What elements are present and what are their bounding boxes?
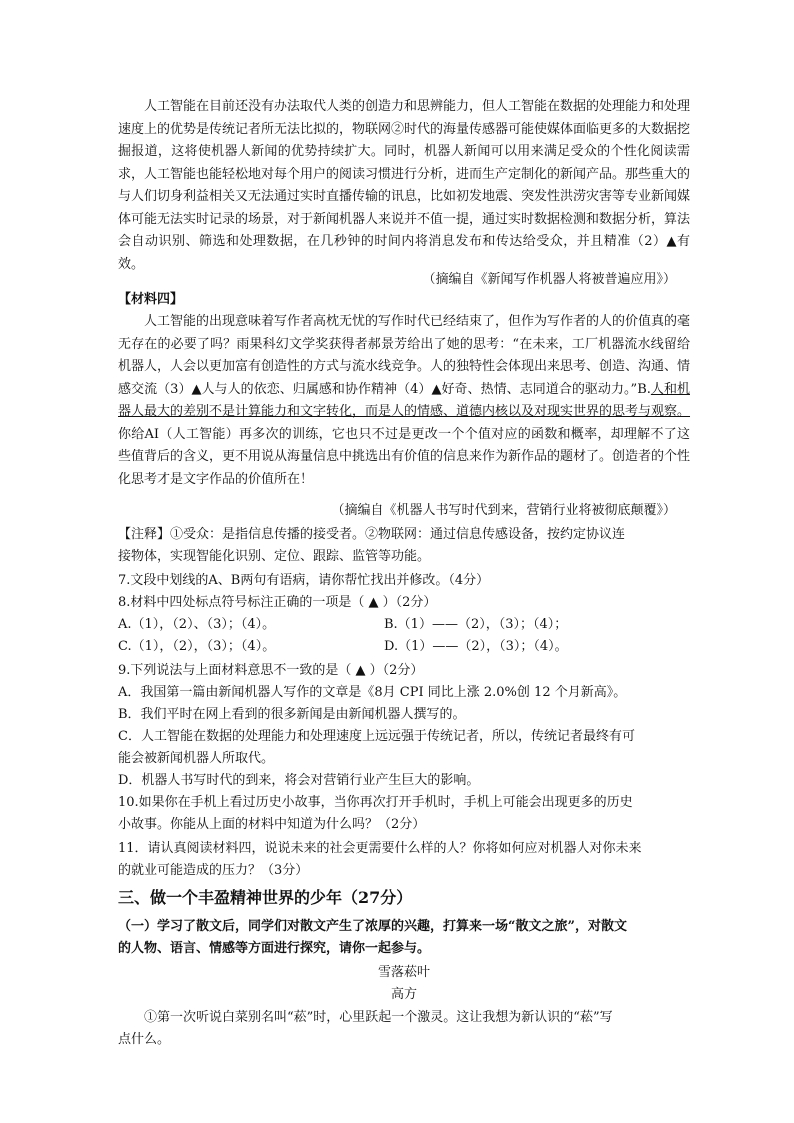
q9-option-c-line1: C．人工智能在数据的处理能力和处理速度上远远强于传统记者，所以，传统记者最终有可 (118, 729, 635, 744)
q8-option-b: B.（1）——（2），（3）；（4）； (384, 617, 568, 632)
material4-text-a: 人工智能的出现意味着写作者高枕无忧的写作时代已经结束了，但作为写作者的人的价值真的毫无存在的必要了吗？雨果科幻文学奖获得者郝景芳给出了她的思考：“在未来，工厂机器流水线留给机器人，人会以更加富有创造性的方式与流水线竞争。人的独特性会体现出来思考、创造、沟通、情感交流（3）▲人与人的依恋、归属感和协作精神（4）▲好奇、热情、志同道合的驱动力。” (118, 314, 691, 397)
material4-text-c: 你给AI（人工智能）再多次的训练，它也只不过是更改一个个值对应的函数和概率，却理解不了这些值背后的含义，更不用说从海量信息中挑选出有价值的信息来作为新作品的题材了。创造者的个性化思考才是文字作品的价值所在！ (118, 426, 691, 487)
material3-source: （摘编自《新闻写作机器人将被普遍应用》） (422, 272, 676, 287)
material3-paragraph: 人工智能在目前还没有办法取代人类的创造力和思辨能力，但人工智能在数据的处理能力和处理速度上的优势是传统记者所无法比拟的，物联网②时代的海量传感器可能使媒体面临更多的大数据挖掘报道，这将使机器人新闻的优势持续扩大。同时，机器人新闻可以用来满足受众的个性化阅读需求，人工智能也能轻松地对每个用户的阅读习惯进行分析，进而生产定制化的新闻产品。那些重大的与人们切身利益相关又无法通过实时直播传输的讯息，比如初发地震、突发性洪涝灾害等专业新闻媒体可能无法实时记录的场景，对于新闻机器人来说并不值一提，通过实时数据检测和数据分析，算法会自动识别、筛选和处理数据，在几秒钟的时间内将消息发布和传达给受众，并且精准（2）▲有效。 (118, 99, 691, 272)
note-line-1: 【注释】①受众：是指信息传播的接受者。②物联网：通过信息传感设备，按约定协议连 (118, 527, 626, 542)
q8-option-a: A.（1），（2）、（3）；（4）。 (118, 617, 276, 632)
part1-intro-line2: 的人物、语言、情感等方面进行探究，请你一起参与。 (118, 941, 431, 956)
sentence-b-label: B. (637, 381, 651, 397)
q9-option-b: B．我们平时在网上看到的很多新闻是由新闻机器人撰写的。 (118, 707, 466, 722)
question-10-line1: 10.如果你在手机上看过历史小故事，当你再次打开手机时，手机上可能会出现更多的历史 (118, 795, 633, 810)
essay-paragraph-1-line1: ①第一次听说白菜别名叫“菘”时，心里跃起一个激灵。这让我想为新认识的“菘”写 (144, 1010, 613, 1025)
material4-source: （摘编自《机器人书写时代到来，营销行业将被彻底颠覆》） (331, 503, 676, 518)
sentence-b-underlined: 人和机器人最大的差别不是计算能力和文字转化，而是人的情感、道德内核以及对现实世界的思考与观察。 (118, 381, 691, 419)
question-9: 9.下列说法与上面材料意思不一致的是（ ▲ ）（2分） (118, 663, 424, 678)
q9-option-d: D．机器人书写时代的到来，将会对营销行业产生巨大的影响。 (118, 773, 480, 788)
q9-option-a: A．我国第一篇由新闻机器人写作的文章是《8月 CPI 同比上涨 2.0%创 12 个月新高》。 (118, 685, 627, 700)
part1-intro-line1: （一）学习了散文后，同学们对散文产生了浓厚的兴趣，打算来一场“散文之旅”，对散文 (118, 919, 627, 934)
material4-title: 【材料四】 (118, 292, 184, 307)
question-7: 7.文段中划线的A、B两句有语病，请你帮忙找出并修改。（4分） (118, 573, 490, 588)
note-line-2: 接物体，实现智能化识别、定位、跟踪、监管等功能。 (118, 549, 431, 564)
material4-paragraph (118, 311, 690, 491)
essay-title: 雪落菘叶 (377, 965, 430, 980)
question-11-line2: 的就业可能造成的压力？（3分） (118, 863, 309, 878)
question-11-line1: 11．请认真阅读材料四，说说未来的社会更需要什么样的人？你将如何应对机器人对你未来 (118, 841, 642, 856)
q8-option-d: D.（1）——（2），（3）；（4）。 (384, 639, 568, 654)
essay-author: 高方 (390, 987, 417, 1002)
q8-option-c: C.（1），（2），（3）；（4）。 (118, 639, 276, 654)
section-3-heading: 三、做一个丰盈精神世界的少年（27分） (118, 888, 413, 907)
question-10-line2: 小故事。你能从上面的材料中知道为什么吗？（2分） (118, 817, 426, 832)
q9-option-c-line2: 能会被新闻机器人所取代。 (118, 751, 275, 766)
essay-paragraph-1-line2: 点什么。 (118, 1032, 171, 1047)
question-8: 8.材料中四处标点符号标注正确的一项是（ ▲ ）（2分） (118, 595, 437, 610)
